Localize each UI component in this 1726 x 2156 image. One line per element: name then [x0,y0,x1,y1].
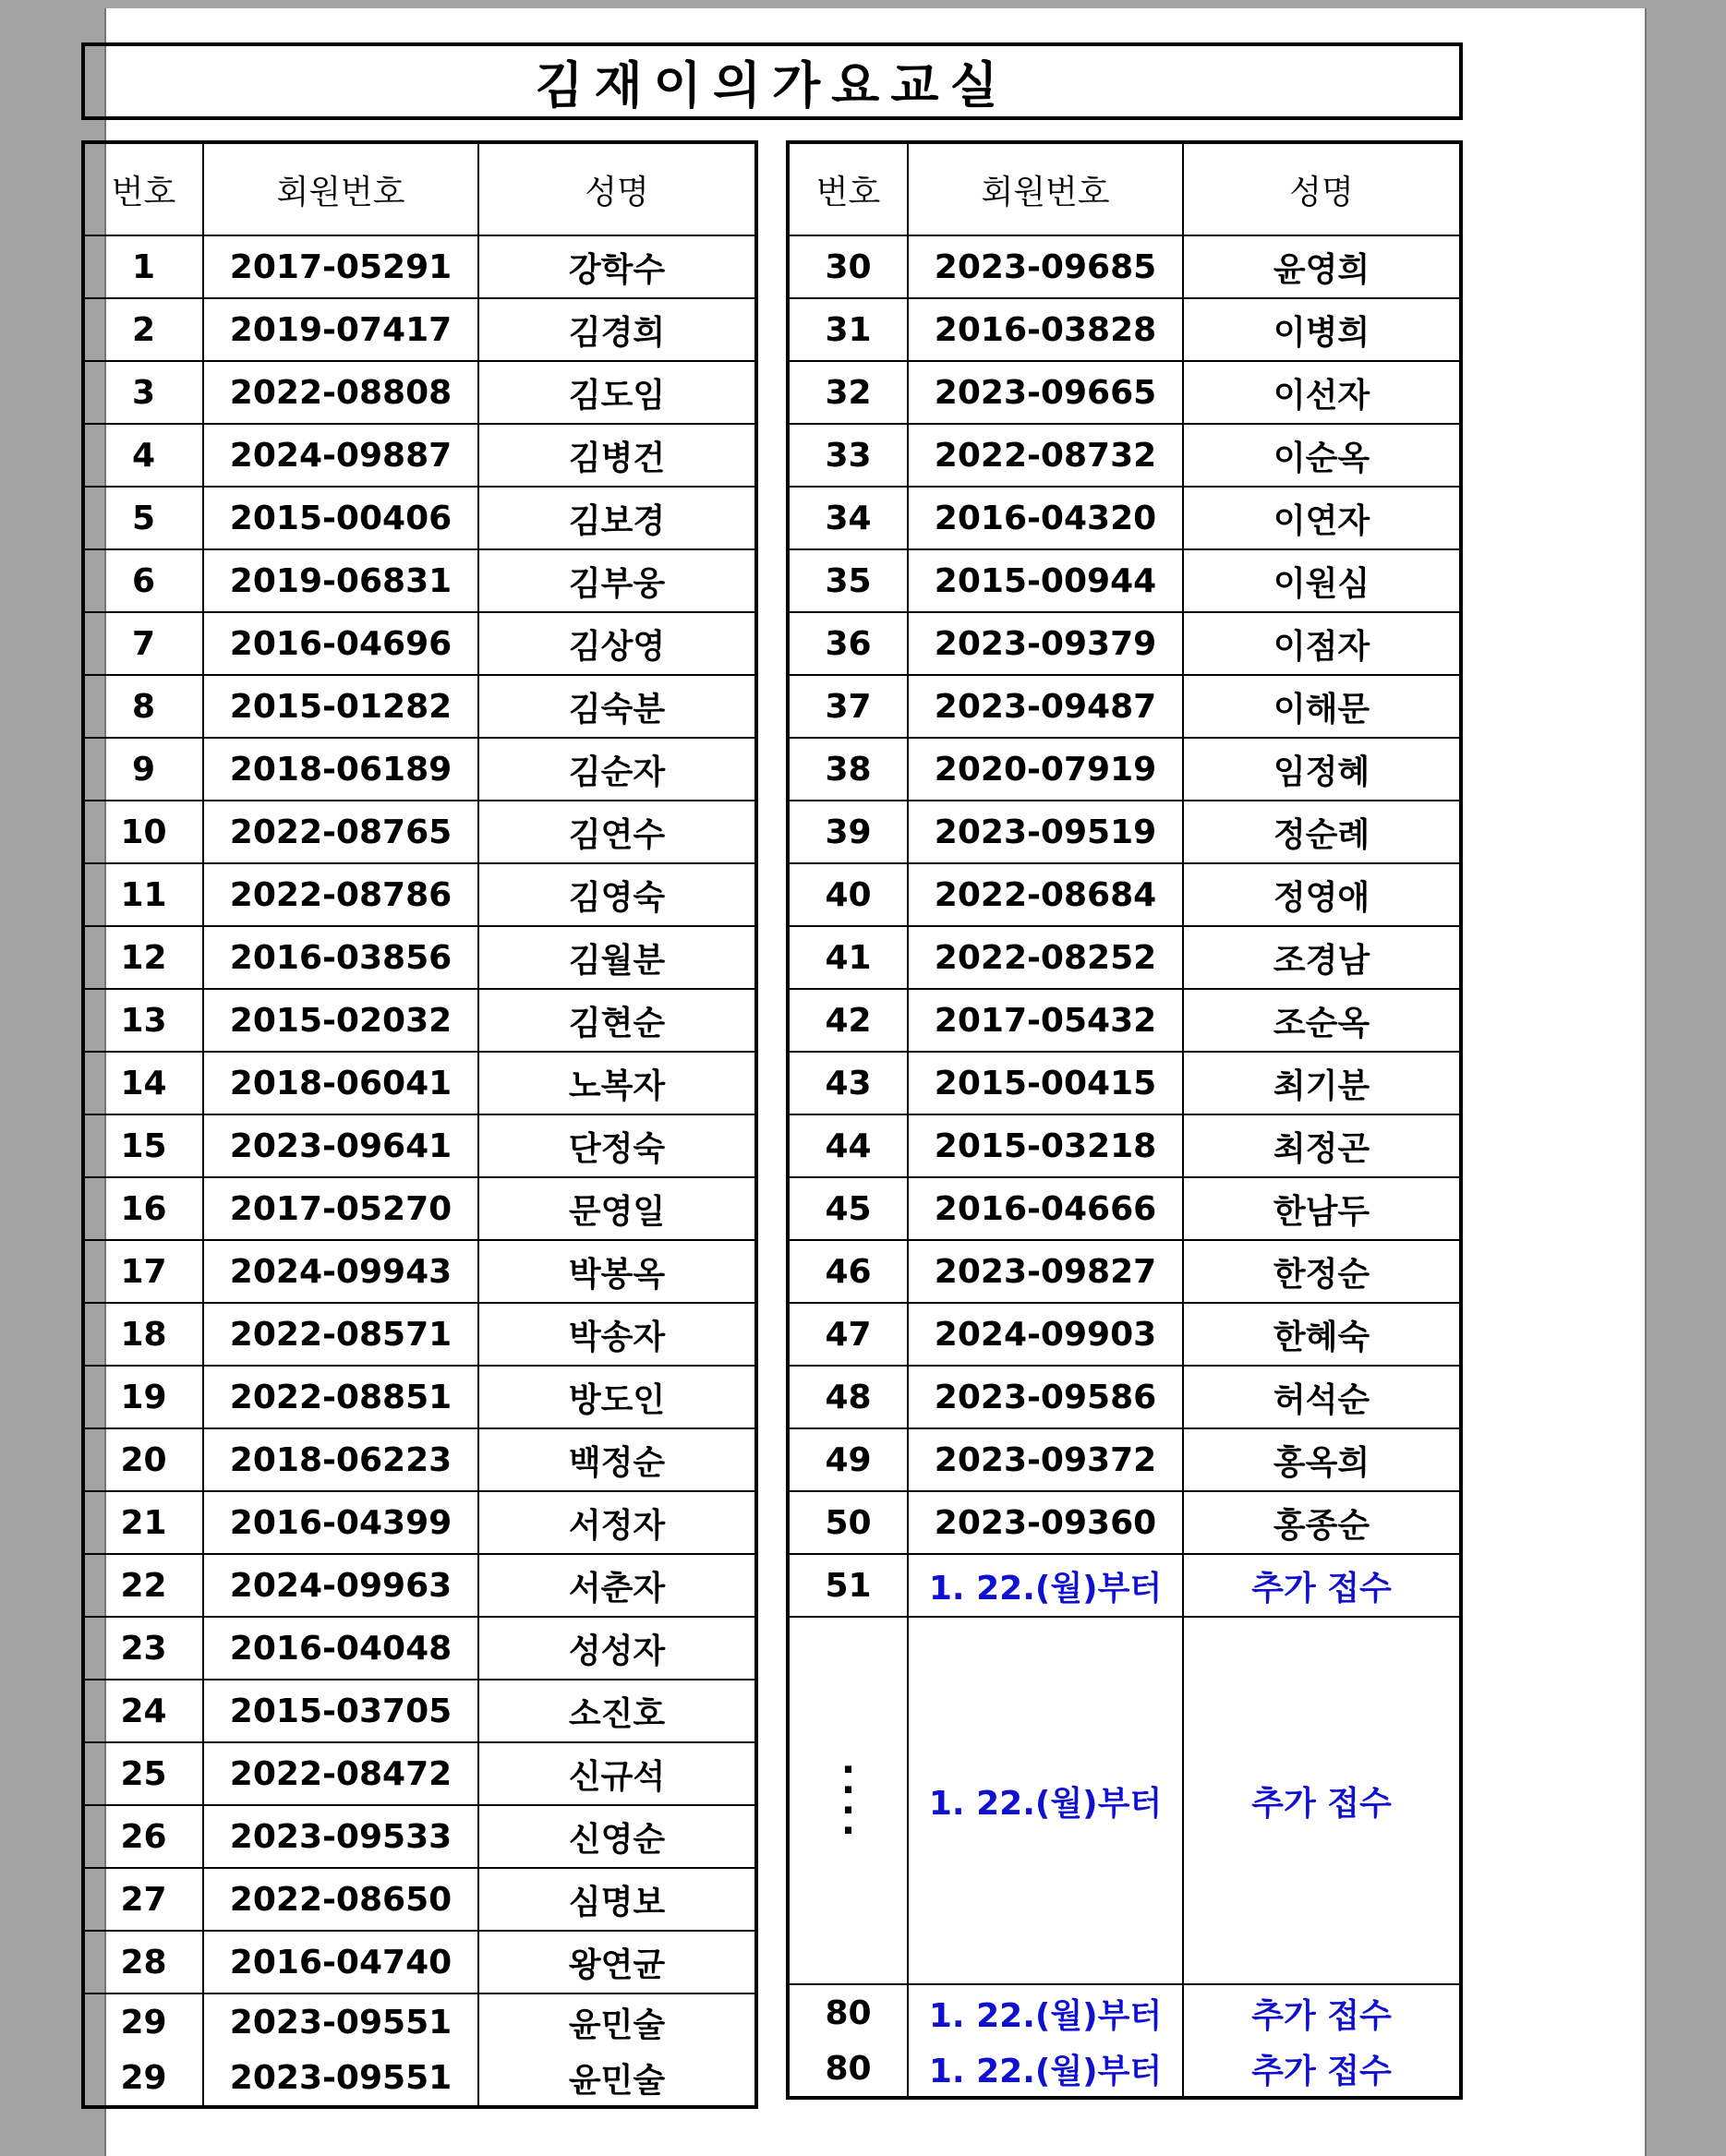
row-number: 4 [83,424,203,487]
row-number: 42 [788,989,908,1052]
registration-date: 1. 22.(월)부터 [908,2041,1183,2098]
member-number: 2022-08765 [203,801,478,863]
table-row [788,1052,1461,1114]
row-number: 32 [788,361,908,424]
row-number: 14 [83,1052,203,1114]
member-name: 박송자 [478,1303,756,1366]
registration-date: 1. 22.(월)부터 [908,1617,1183,1984]
row-number: 35 [788,549,908,612]
member-number: 2023-09372 [908,1428,1183,1491]
member-number: 2016-03856 [203,926,478,989]
member-number: 2015-02032 [203,989,478,1052]
member-name: 왕연균 [478,1931,756,1993]
table-row [788,1428,1461,1491]
row-number: 19 [83,1366,203,1428]
table-row [788,549,1461,612]
member-number: 2015-00944 [908,549,1183,612]
row-number: 37 [788,675,908,738]
table-row [83,235,756,298]
row-number: 12 [83,926,203,989]
row-number: 10 [83,801,203,863]
member-name: 한남두 [1183,1177,1461,1240]
member-name: 김숙분 [478,675,756,738]
member-name: 이병희 [1183,298,1461,361]
header-row [83,142,756,235]
row-number: 15 [83,1114,203,1177]
table-row [83,1554,756,1617]
table-row [83,1303,756,1366]
row-number: 28 [83,1931,203,1993]
member-name: 김현순 [478,989,756,1052]
row-number: 18 [83,1303,203,1366]
table-row [788,424,1461,487]
member-name: 최기분 [1183,1052,1461,1114]
table-row [83,487,756,549]
row-number: 13 [83,989,203,1052]
table-row [83,361,756,424]
table-row [83,612,756,675]
ellipsis-dots: · · · · [788,1617,908,1984]
member-name: 임정혜 [1183,738,1461,801]
member-number: 2023-09487 [908,675,1183,738]
row-number: 80 [788,2041,908,2098]
member-number: 2023-09360 [908,1491,1183,1554]
table-row [788,989,1461,1052]
member-name: 이원심 [1183,549,1461,612]
row-number: 27 [83,1868,203,1931]
row-number: 36 [788,612,908,675]
member-number: 2023-09551 [203,2050,478,2107]
table-row [83,675,756,738]
table-row [788,1554,1461,1617]
table-row [788,2041,1461,2098]
member-number: 2016-04048 [203,1617,478,1680]
member-name: 윤영희 [1183,235,1461,298]
member-name: 신규석 [478,1742,756,1805]
member-number: 2017-05432 [908,989,1183,1052]
header-member-no: 회원번호 [908,142,1183,235]
row-number: 23 [83,1617,203,1680]
row-number: 26 [83,1805,203,1868]
member-name: 정영애 [1183,863,1461,926]
table-row [83,1868,756,1931]
row-number: 21 [83,1491,203,1554]
table-row [788,1114,1461,1177]
header-name: 성명 [1183,142,1461,235]
member-name: 이순옥 [1183,424,1461,487]
member-name: 홍옥희 [1183,1428,1461,1491]
member-number: 2023-09586 [908,1366,1183,1428]
member-name: 이연자 [1183,487,1461,549]
row-number: 80 [788,1984,908,2041]
member-number: 2024-09903 [908,1303,1183,1366]
member-number: 2015-03705 [203,1680,478,1742]
row-number: 24 [83,1680,203,1742]
member-number: 2024-09887 [203,424,478,487]
member-name: 윤민술 [478,2050,756,2107]
roster-table-left [81,140,758,2109]
table-row [83,1931,756,1993]
row-number: 29 [83,1993,203,2050]
member-number: 2024-09943 [203,1240,478,1303]
member-number: 2022-08472 [203,1742,478,1805]
row-number: 38 [788,738,908,801]
row-number: 2 [83,298,203,361]
row-number: 47 [788,1303,908,1366]
row-number: 11 [83,863,203,926]
table-row [83,1805,756,1868]
member-number: 2017-05270 [203,1177,478,1240]
table-row [788,801,1461,863]
member-number: 2015-00406 [203,487,478,549]
row-number: 5 [83,487,203,549]
registration-date: 1. 22.(월)부터 [908,1984,1183,2041]
member-number: 2019-06831 [203,549,478,612]
table-row [83,926,756,989]
row-number: 33 [788,424,908,487]
table-row [83,801,756,863]
member-name: 문영일 [478,1177,756,1240]
member-name: 정순례 [1183,801,1461,863]
member-number: 2018-06223 [203,1428,478,1491]
member-name: 김보경 [478,487,756,549]
table-row [83,549,756,612]
member-number: 2016-04696 [203,612,478,675]
row-number: 31 [788,298,908,361]
member-number: 2023-09533 [203,1805,478,1868]
member-name: 심명보 [478,1868,756,1931]
member-name: 이해문 [1183,675,1461,738]
member-name: 이점자 [1183,612,1461,675]
member-number: 2020-07919 [908,738,1183,801]
member-name: 한혜숙 [1183,1303,1461,1366]
table-row [83,1114,756,1177]
table-row [83,1177,756,1240]
table-row [83,738,756,801]
header-no: 번호 [83,142,203,235]
member-name: 신영순 [478,1805,756,1868]
header-row [788,142,1461,235]
row-number: 25 [83,1742,203,1805]
table-row [83,989,756,1052]
member-name: 단정숙 [478,1114,756,1177]
table-row [83,1052,756,1114]
member-name: 최정곤 [1183,1114,1461,1177]
member-name: 김부웅 [478,549,756,612]
member-number: 2018-06041 [203,1052,478,1114]
page-title: 김재이의가요교실 [81,42,1463,120]
member-name: 김경희 [478,298,756,361]
member-name: 김월분 [478,926,756,989]
table-row [788,1240,1461,1303]
member-name: 한정순 [1183,1240,1461,1303]
table-row [788,1366,1461,1428]
table-row [788,926,1461,989]
row-number: 7 [83,612,203,675]
row-number: 20 [83,1428,203,1491]
header-no: 번호 [788,142,908,235]
registration-status: 추가 접수 [1183,1984,1461,2041]
row-number: 43 [788,1052,908,1114]
table-row [788,235,1461,298]
row-number: 48 [788,1366,908,1428]
table-row [83,1240,756,1303]
member-number: 2023-09685 [908,235,1183,298]
row-number: 45 [788,1177,908,1240]
table-row [788,298,1461,361]
row-number: 16 [83,1177,203,1240]
table-row [83,298,756,361]
registration-status: 추가 접수 [1183,2041,1461,2098]
member-name: 조순옥 [1183,989,1461,1052]
table-row [83,1742,756,1805]
member-number: 2022-08684 [908,863,1183,926]
table-row [788,361,1461,424]
member-number: 2022-08732 [908,424,1183,487]
row-number: 29 [83,2050,203,2107]
member-name: 김연수 [478,801,756,863]
table-row [788,487,1461,549]
member-name: 김영숙 [478,863,756,926]
member-number: 2017-05291 [203,235,478,298]
row-number: 22 [83,1554,203,1617]
member-number: 2023-09379 [908,612,1183,675]
table-row [788,1177,1461,1240]
row-number: 51 [788,1554,908,1617]
table-row [83,1680,756,1742]
row-number: 50 [788,1491,908,1554]
row-number: 9 [83,738,203,801]
member-number: 2022-08808 [203,361,478,424]
member-number: 2015-01282 [203,675,478,738]
member-number: 2023-09665 [908,361,1183,424]
member-number: 2016-03828 [908,298,1183,361]
member-number: 2022-08571 [203,1303,478,1366]
member-number: 2019-07417 [203,298,478,361]
member-name: 성성자 [478,1617,756,1680]
table-row [83,863,756,926]
header-name: 성명 [478,142,756,235]
member-number: 2016-04320 [908,487,1183,549]
member-name: 방도인 [478,1366,756,1428]
member-name: 윤민술 [478,1993,756,2050]
row-number: 30 [788,235,908,298]
member-name: 박봉옥 [478,1240,756,1303]
roster-table-right [786,140,1463,2100]
member-number: 2023-09551 [203,1993,478,2050]
member-name: 조경남 [1183,926,1461,989]
member-name: 홍종순 [1183,1491,1461,1554]
member-number: 2022-08650 [203,1868,478,1931]
member-number: 2016-04740 [203,1931,478,1993]
row-number: 40 [788,863,908,926]
registration-date: 1. 22.(월)부터 [908,1554,1183,1617]
member-name: 허석순 [1183,1366,1461,1428]
member-name: 서정자 [478,1491,756,1554]
table-row [788,863,1461,926]
table-row [788,1984,1461,2041]
member-number: 2015-03218 [908,1114,1183,1177]
member-number: 2022-08786 [203,863,478,926]
table-row [788,1303,1461,1366]
member-number: 2015-00415 [908,1052,1183,1114]
member-name: 이선자 [1183,361,1461,424]
row-number: 17 [83,1240,203,1303]
member-number: 2016-04399 [203,1491,478,1554]
member-number: 2024-09963 [203,1554,478,1617]
member-number: 2022-08851 [203,1366,478,1428]
table-row [83,424,756,487]
table-row [83,1617,756,1680]
member-name: 김상영 [478,612,756,675]
member-number: 2023-09641 [203,1114,478,1177]
row-number: 1 [83,235,203,298]
member-name: 소진호 [478,1680,756,1742]
row-number: 6 [83,549,203,612]
table-row [83,2050,756,2107]
table-row [788,1491,1461,1554]
row-number: 46 [788,1240,908,1303]
member-name: 김도임 [478,361,756,424]
header-member-no: 회원번호 [203,142,478,235]
member-name: 서춘자 [478,1554,756,1617]
table-row [788,1617,1461,1984]
member-name: 백정순 [478,1428,756,1491]
table-row [83,1366,756,1428]
row-number: 34 [788,487,908,549]
member-name: 김병건 [478,424,756,487]
member-number: 2018-06189 [203,738,478,801]
member-name: 강학수 [478,235,756,298]
row-number: 49 [788,1428,908,1491]
member-name: 김순자 [478,738,756,801]
table-row [83,1491,756,1554]
table-row [788,612,1461,675]
row-number: 39 [788,801,908,863]
table-row [83,1993,756,2050]
member-number: 2022-08252 [908,926,1183,989]
row-number: 3 [83,361,203,424]
table-row [83,1428,756,1491]
registration-status: 추가 접수 [1183,1554,1461,1617]
table-row [788,738,1461,801]
row-number: 41 [788,926,908,989]
table-row [788,675,1461,738]
registration-status: 추가 접수 [1183,1617,1461,1984]
row-number: 8 [83,675,203,738]
member-number: 2023-09519 [908,801,1183,863]
member-name: 노복자 [478,1052,756,1114]
row-number: 44 [788,1114,908,1177]
member-number: 2023-09827 [908,1240,1183,1303]
member-number: 2016-04666 [908,1177,1183,1240]
